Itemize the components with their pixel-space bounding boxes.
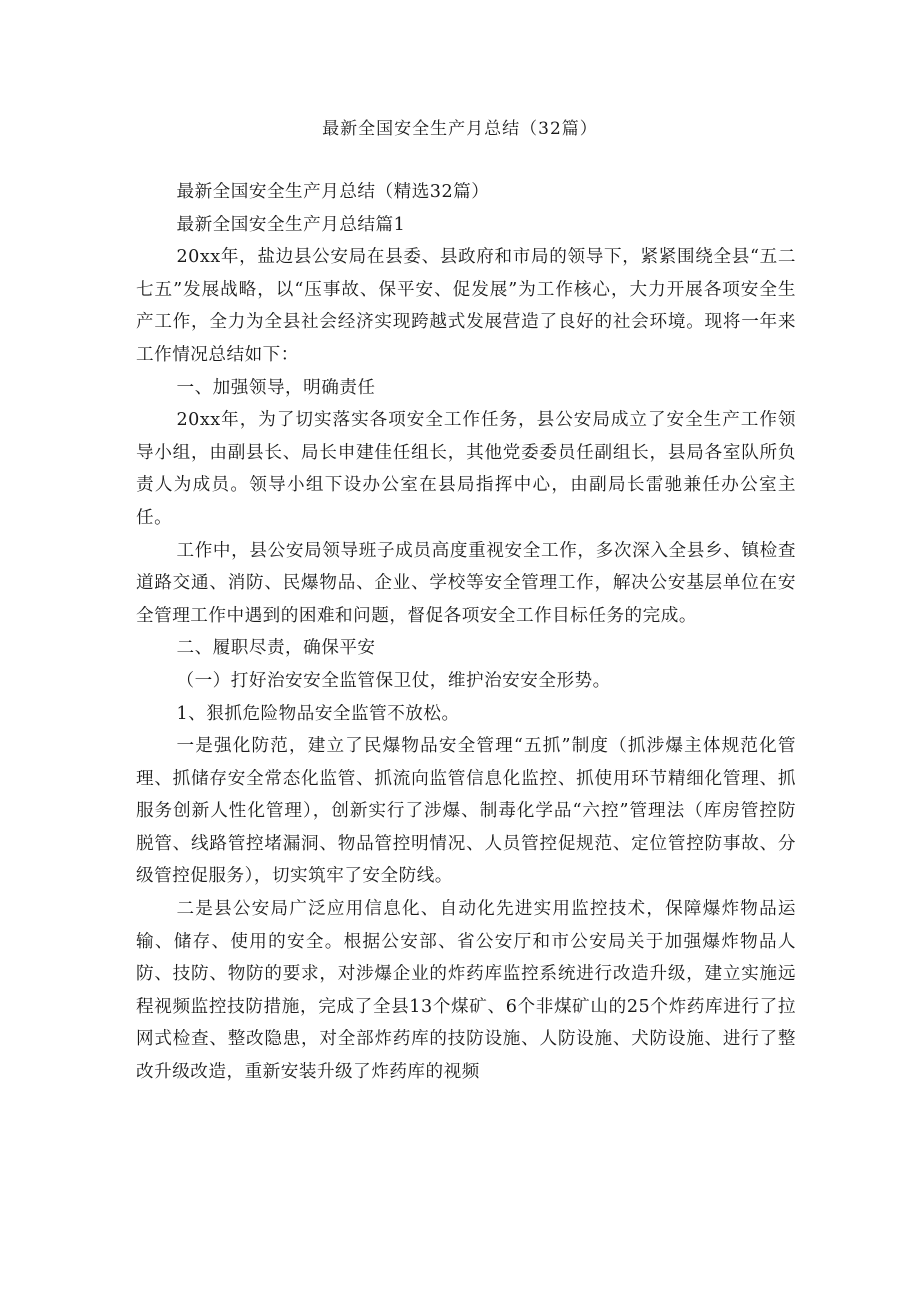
- subsection-heading: 1、狠抓危险物品安全监管不放松。: [176, 703, 460, 724]
- document-title: 最新全国安全生产月总结（32篇）: [322, 119, 598, 139]
- paragraph: 20xx年，为了切实落实各项安全工作任务，县公安局成立了安全生产工作领导小组，由副县长、局长申建佳任组长，其他党委委员任副组长，县局各室队所负责人为成员。领导小组下设办公室在县局指挥中心，由副局长雷驰兼任办公室主任。: [136, 410, 796, 528]
- document-body: [136, 176, 796, 1089]
- section-heading: 二、履职尽责，确保平安: [176, 638, 376, 659]
- paragraph: 二是县公安局广泛应用信息化、自动化先进实用监控技术，保障爆炸物品运输、储存、使用的安全。根据公安部、省公安厅和市公安局关于加强爆炸物品人防、技防、物防的要求，对涉爆企业的炸药库监控系统进行改造升级，建立实施远程视频监控技防措施，完成了全县13个煤矿、6个非煤矿山的25个炸药库进行了拉网式检查、整改隐患，对全部炸药库的技防设施、人防设施、犬防设施、进行了整改升级改造，重新安装升级了炸药库的视频: [136, 899, 796, 1083]
- paragraph: 工作中，县公安局领导班子成员高度重视安全工作，多次深入全县乡、镇检查道路交通、消防、民爆物品、企业、学校等安全管理工作，解决公安基层单位在安全管理工作中遇到的困难和问题，督促各项安全工作目标任务的完成。: [136, 540, 796, 626]
- subsection-heading: （一）打好治安安全监管保卫仗，维护治安安全形势。: [176, 670, 611, 691]
- section-heading: 一、加强领导，明确责任: [176, 377, 376, 398]
- paragraph: 一是强化防范，建立了民爆物品安全管理“五抓”制度（抓涉爆主体规范化管理、抓储存安全常态化监管、抓流向监管信息化监控、抓使用环节精细化管理、抓服务创新人性化管理），创新实行了涉爆、制毒化学品“六控”管理法（库房管控防脱管、线路管控堵漏洞、物品管控明情况、人员管控促规范、定位管控防事故、分级管控促服务），切实筑牢了安全防线。: [136, 736, 796, 887]
- section-heading: 最新全国安全生产月总结篇1: [176, 214, 406, 235]
- paragraph: 20xx年，盐边县公安局在县委、县政府和市局的领导下，紧紧围绕全县“五二七五”发展战略，以“压事故、保平安、促发展”为工作核心，大力开展各项安全生产工作，全力为全县社会经济实现跨越式发展营造了良好的社会环境。现将一年来工作情况总结如下：: [136, 247, 796, 365]
- paragraph: 最新全国安全生产月总结（精选32篇）: [176, 182, 490, 202]
